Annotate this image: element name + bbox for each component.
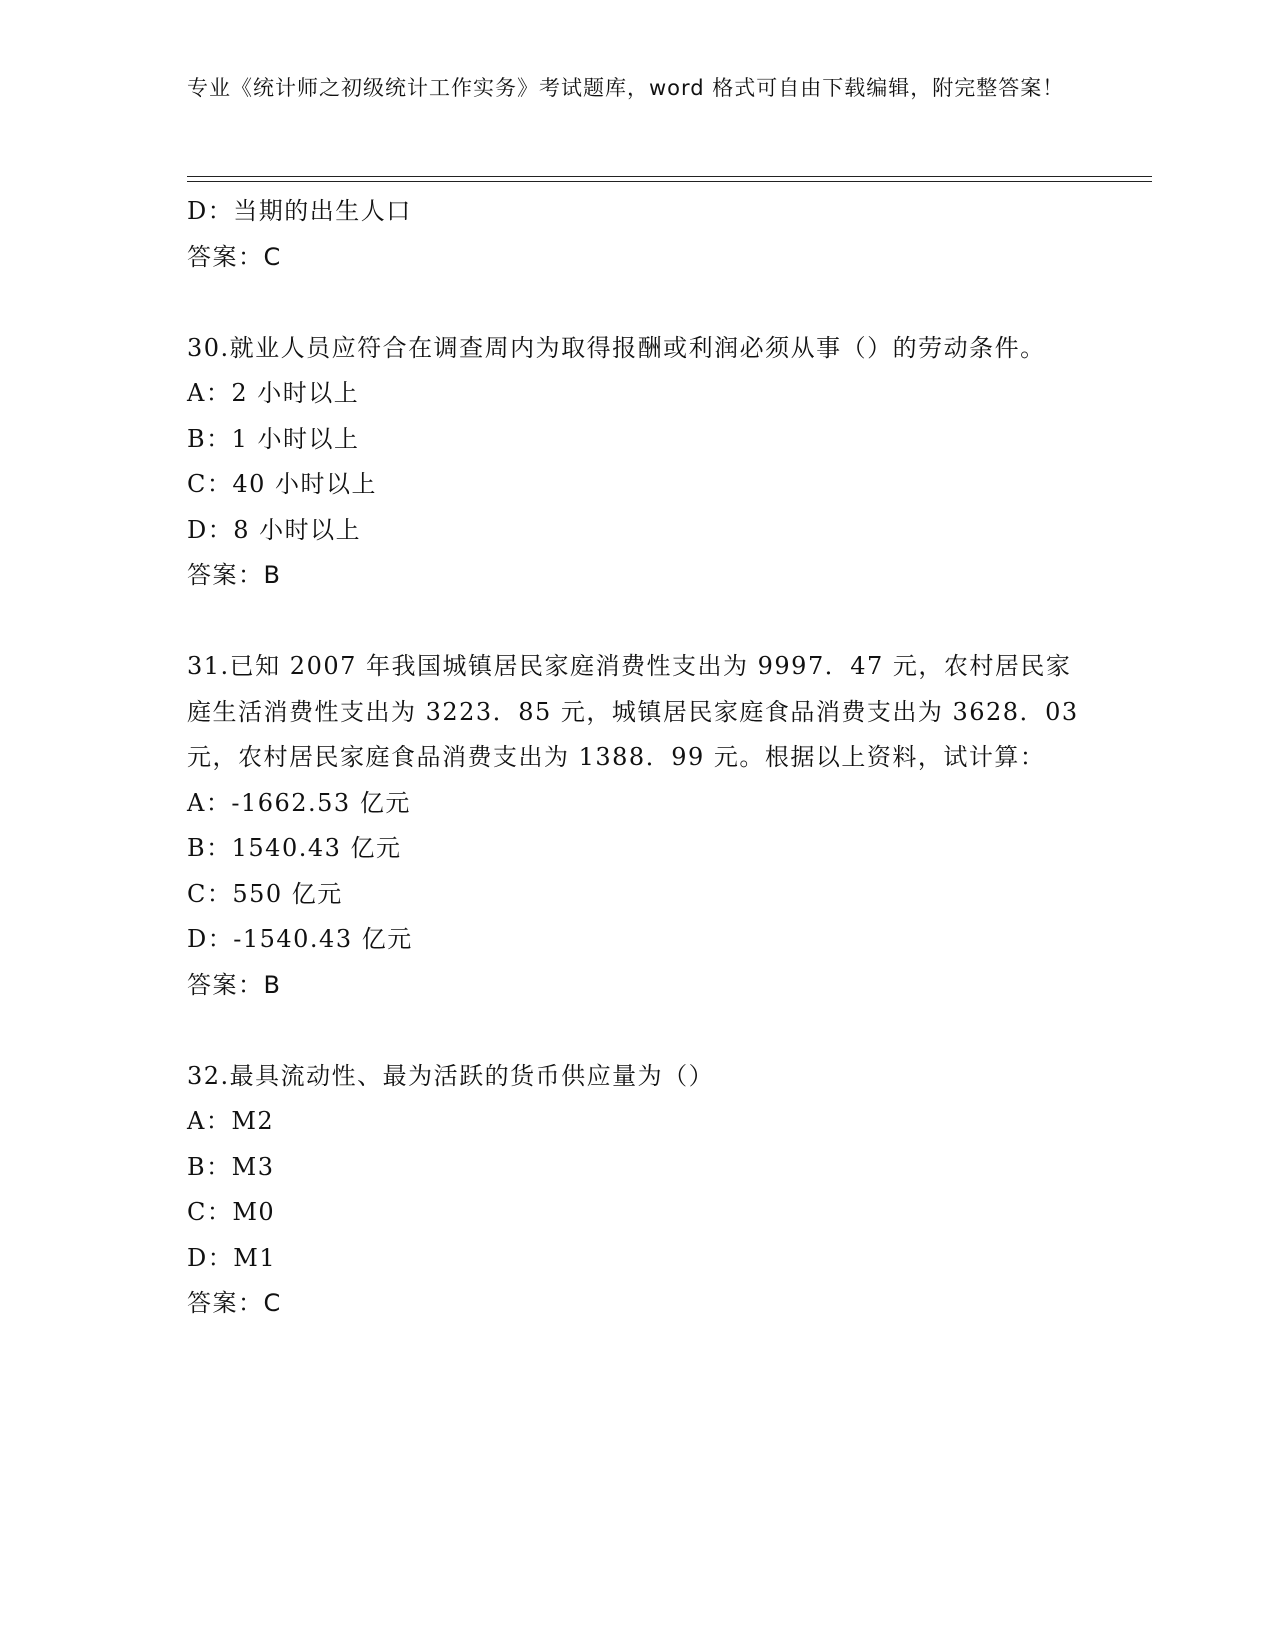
option-d: D：M1 (187, 1243, 277, 1272)
option-a: A：2 小时以上 (187, 379, 360, 407)
question-stem: 30.就业人员应符合在调查周内为取得报酬或利润必须从事（）的劳动条件。 (187, 333, 1046, 362)
header-divider-top (187, 176, 1152, 177)
option-b: B：M3 (187, 1152, 275, 1181)
spacer (187, 599, 1087, 645)
option-d: D：当期的出生人口 (187, 197, 412, 225)
answer-line: 答案：B (187, 561, 282, 589)
option-d: D：-1540.43 亿元 (187, 925, 413, 953)
question-30 (187, 326, 1087, 599)
answer-line: 答案：C (187, 1289, 282, 1317)
option-d: D：8 小时以上 (187, 515, 362, 544)
option-a: A：-1662.53 亿元 (187, 788, 411, 817)
spacer (187, 1008, 1087, 1054)
header-text: 专业《统计师之初级统计工作实务》考试题库，word 格式可自由下载编辑，附完整答案！ (187, 76, 1065, 100)
document-header (187, 72, 1067, 104)
option-b: B：1540.43 亿元 (187, 834, 402, 862)
question-32 (187, 1054, 1087, 1327)
answer-line: 答案：B (187, 970, 282, 999)
question-stem: 31.已知 2007 年我国城镇居民家庭消费性支出为 9997．47 元，农村居民家庭生活消费性支出为 3223．85 元，城镇居民家庭食品消费支出为 3628．03 元，农村居民家庭食品消费支出为 1388．99 元。根据以上资料，试计算： (187, 652, 1079, 771)
option-b: B：1 小时以上 (187, 424, 360, 453)
option-a: A：M2 (187, 1107, 275, 1135)
spacer (187, 280, 1087, 326)
question-31 (187, 644, 1087, 1008)
option-c: C：550 亿元 (187, 879, 343, 908)
answer-line: 答案：C (187, 242, 282, 271)
option-c: C：M0 (187, 1198, 276, 1226)
partial-question (187, 189, 1087, 280)
option-c: C：40 小时以上 (187, 470, 378, 498)
question-content (187, 189, 1087, 1327)
header-divider-bottom (187, 181, 1152, 182)
question-stem: 32.最具流动性、最为活跃的货币供应量为（） (187, 1061, 715, 1090)
